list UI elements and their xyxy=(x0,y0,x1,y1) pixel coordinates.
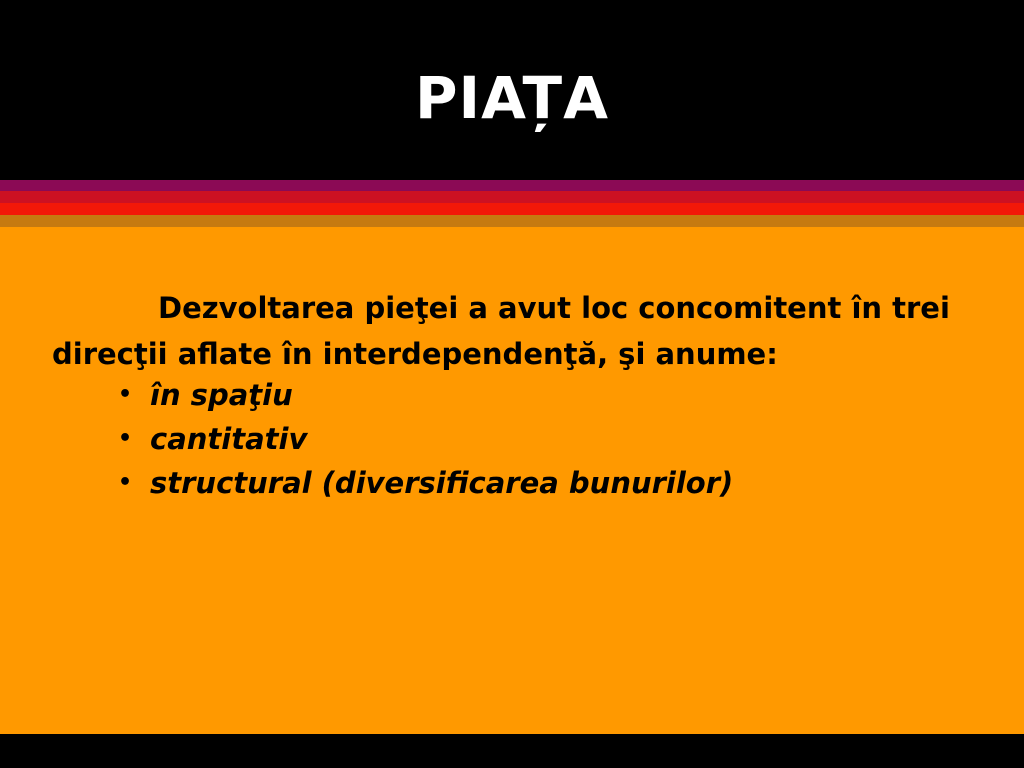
divider-stripe-crimson xyxy=(0,191,1024,203)
bullet-text: structural (diversificarea bunurilor) xyxy=(150,466,734,500)
bullet-item xyxy=(112,417,733,461)
intro-paragraph: Dezvoltarea pieţei a avut loc concomitent în trei direcţii aflate în interdependenţă, şi anume: xyxy=(52,291,950,371)
slide-title: PIAȚA xyxy=(415,64,609,132)
bullet-item xyxy=(112,373,733,417)
bullet-list xyxy=(112,373,733,505)
divider-stripe-red xyxy=(0,203,1024,215)
divider-stripe-amber xyxy=(0,215,1024,227)
bullet-text: cantitativ xyxy=(150,422,308,456)
bullet-icon: • xyxy=(118,426,133,451)
bullet-icon: • xyxy=(118,382,133,407)
footer-bar xyxy=(0,734,1024,768)
content-panel xyxy=(0,227,1024,734)
bullet-item xyxy=(112,461,733,505)
bullet-icon: • xyxy=(118,470,133,495)
title-bar xyxy=(0,0,1024,180)
bullet-text: în spaţiu xyxy=(150,378,293,412)
divider-stripe-purple xyxy=(0,180,1024,191)
